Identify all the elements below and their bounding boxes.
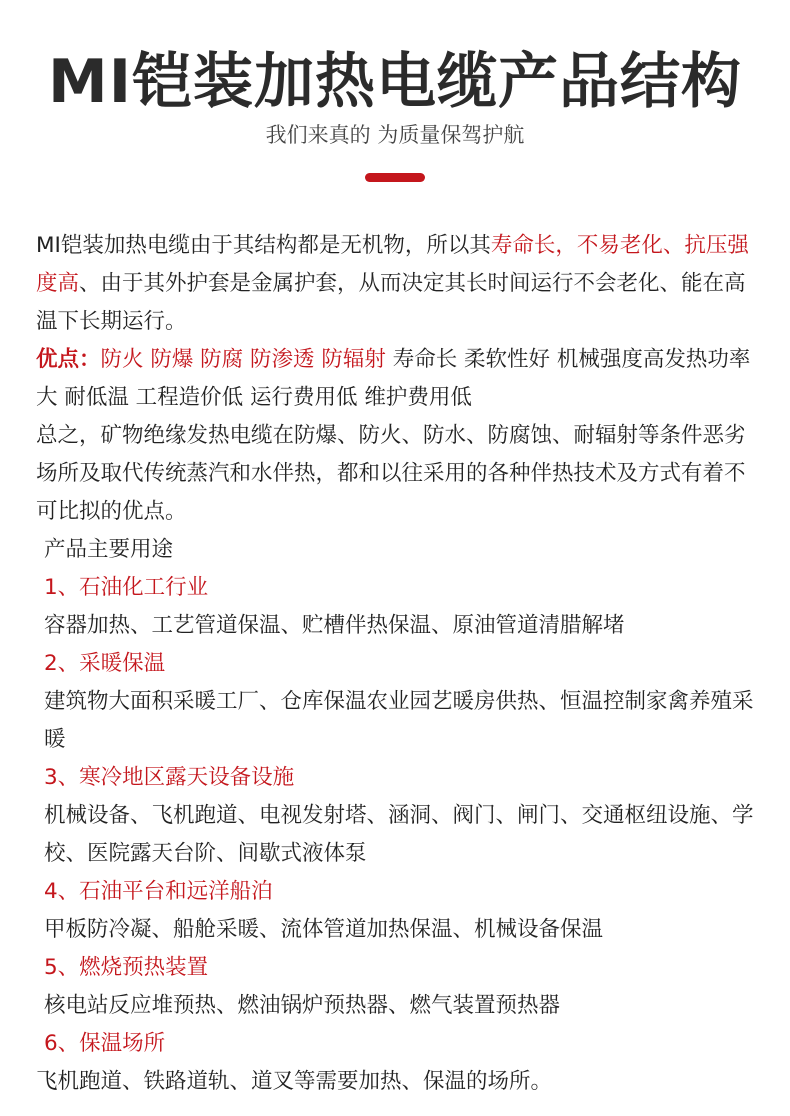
- use-description: 甲板防冷凝、船舱采暖、流体管道加热保温、机械设备保温: [44, 917, 604, 942]
- use-title: 4、石油平台和远洋船泊: [44, 879, 273, 904]
- page-title: MI铠装加热电缆产品结构: [47, 47, 743, 117]
- accent-divider: [365, 173, 425, 182]
- advantages-highlight: 防火 防爆 防腐 防渗透 防辐射: [100, 347, 386, 372]
- content-body: [36, 227, 764, 1101]
- intro-highlight: 寿命长，不易老化、抗压强度高: [36, 233, 749, 296]
- use-description: 容器加热、工艺管道保温、贮槽伴热保温、原油管道清腊解堵: [44, 613, 625, 638]
- intro-text: MI铠装加热电缆由于其结构都是无机物，所以其: [36, 233, 491, 258]
- intro-paragraph: [36, 227, 764, 341]
- summary-paragraph: 总之，矿物绝缘发热电缆在防爆、防火、防水、防腐蚀、耐辐射等条件恶劣场所及取代传统蒸汽和水伴热，都和以往采用的各种伴热技术及方式有着不可比拟的优点。: [36, 423, 746, 524]
- intro-text-rest: 、由于其外护套是金属护套，从而决定其长时间运行不会老化、能在高温下长期运行。: [36, 271, 746, 334]
- use-description: 建筑物大面积采暖工厂、仓库保温农业园艺暖房供热、恒温控制家禽养殖采暖: [44, 689, 754, 752]
- page-subtitle: 我们来真的 为质量保驾护航: [265, 123, 525, 147]
- advantages-label: 优点：: [36, 347, 101, 372]
- use-title: 2、采暖保温: [44, 651, 166, 676]
- advantages-paragraph: [36, 341, 764, 417]
- use-title: 5、燃烧预热装置: [44, 955, 209, 980]
- uses-heading: 产品主要用途: [44, 537, 174, 562]
- use-title: 3、寒冷地区露天设备设施: [44, 765, 295, 790]
- advantages-text: 寿命长 柔软性好 机械强度高发热功率大 耐低温 工程造价低 运行费用低 维护费用低: [36, 347, 751, 410]
- use-description: 飞机跑道、铁路道轨、道叉等需要加热、保温的场所。: [36, 1069, 553, 1094]
- use-description: 核电站反应堆预热、燃油锅炉预热器、燃气装置预热器: [44, 993, 561, 1018]
- use-title: 1、石油化工行业: [44, 575, 209, 600]
- use-description: 机械设备、飞机跑道、电视发射塔、涵洞、阀门、闸门、交通枢纽设施、学校、医院露天台阶、间歇式液体泵: [44, 803, 754, 866]
- use-title: 6、保温场所: [44, 1031, 166, 1056]
